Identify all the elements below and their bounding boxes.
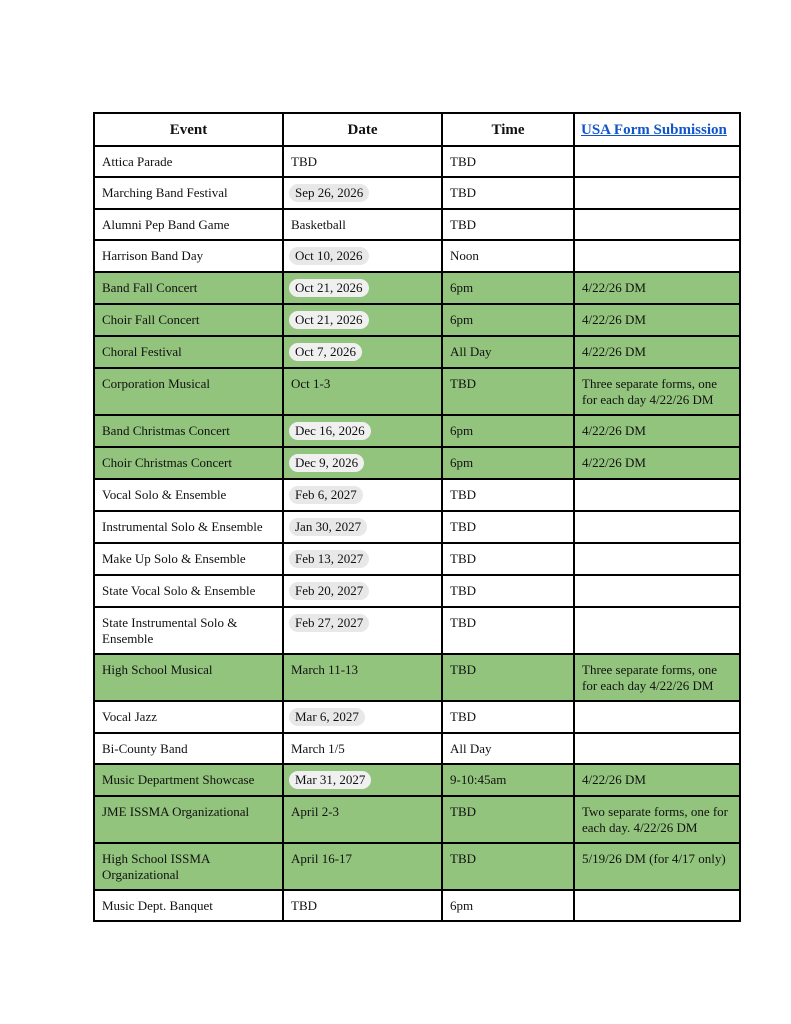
time-cell: 6pm: [442, 890, 574, 921]
document-page: [93, 112, 739, 922]
date-chip[interactable]: Feb 27, 2027: [289, 614, 369, 632]
header-date: Date: [283, 113, 442, 146]
date-chip[interactable]: Feb 13, 2027: [289, 550, 369, 568]
form-submission-cell: 4/22/26 DM: [574, 304, 740, 336]
date-cell: [283, 543, 442, 575]
table-row: [94, 796, 740, 843]
form-submission-cell: 4/22/26 DM: [574, 336, 740, 368]
event-cell: State Vocal Solo & Ensemble: [94, 575, 283, 607]
time-cell: 6pm: [442, 415, 574, 447]
event-cell: Corporation Musical: [94, 368, 283, 415]
form-submission-cell: 4/22/26 DM: [574, 272, 740, 304]
date-cell: March 1/5: [283, 733, 442, 764]
time-cell: TBD: [442, 796, 574, 843]
event-cell: Vocal Solo & Ensemble: [94, 479, 283, 511]
event-cell: Vocal Jazz: [94, 701, 283, 733]
table-row: [94, 447, 740, 479]
time-cell: TBD: [442, 843, 574, 890]
date-chip[interactable]: Oct 21, 2026: [289, 279, 369, 297]
date-chip[interactable]: Mar 6, 2027: [289, 708, 365, 726]
date-chip[interactable]: Oct 21, 2026: [289, 311, 369, 329]
date-cell: Basketball: [283, 209, 442, 240]
event-cell: Band Christmas Concert: [94, 415, 283, 447]
date-cell: [283, 511, 442, 543]
date-chip[interactable]: Oct 7, 2026: [289, 343, 362, 361]
event-cell: Choral Festival: [94, 336, 283, 368]
table-row: [94, 146, 740, 177]
table-row: [94, 607, 740, 654]
time-cell: TBD: [442, 654, 574, 701]
form-submission-cell: [574, 575, 740, 607]
date-cell: [283, 479, 442, 511]
date-cell: Oct 1-3: [283, 368, 442, 415]
form-submission-cell: [574, 607, 740, 654]
event-cell: Harrison Band Day: [94, 240, 283, 272]
table-row: [94, 764, 740, 796]
time-cell: TBD: [442, 479, 574, 511]
time-cell: 9-10:45am: [442, 764, 574, 796]
date-cell: [283, 575, 442, 607]
time-cell: TBD: [442, 575, 574, 607]
table-row: [94, 479, 740, 511]
event-cell: State Instrumental Solo & Ensemble: [94, 607, 283, 654]
event-cell: Choir Fall Concert: [94, 304, 283, 336]
event-cell: Band Fall Concert: [94, 272, 283, 304]
form-submission-cell: [574, 890, 740, 921]
table-row: [94, 733, 740, 764]
table-row: [94, 240, 740, 272]
time-cell: 6pm: [442, 447, 574, 479]
table-row: [94, 304, 740, 336]
form-submission-cell: Two separate forms, one for each day. 4/22/26 DM: [574, 796, 740, 843]
form-submission-cell: 4/22/26 DM: [574, 447, 740, 479]
event-cell: Instrumental Solo & Ensemble: [94, 511, 283, 543]
table-row: [94, 209, 740, 240]
table-row: [94, 701, 740, 733]
time-cell: 6pm: [442, 272, 574, 304]
event-cell: Music Dept. Banquet: [94, 890, 283, 921]
event-cell: Alumni Pep Band Game: [94, 209, 283, 240]
table-row: [94, 575, 740, 607]
date-cell: [283, 272, 442, 304]
event-cell: Choir Christmas Concert: [94, 447, 283, 479]
event-cell: High School Musical: [94, 654, 283, 701]
form-submission-cell: [574, 733, 740, 764]
date-cell: March 11-13: [283, 654, 442, 701]
form-submission-cell: 5/19/26 DM (for 4/17 only): [574, 843, 740, 890]
event-cell: High School ISSMA Organizational: [94, 843, 283, 890]
table-row: [94, 543, 740, 575]
form-submission-cell: [574, 511, 740, 543]
date-cell: [283, 764, 442, 796]
time-cell: TBD: [442, 511, 574, 543]
form-submission-cell: [574, 209, 740, 240]
event-cell: Marching Band Festival: [94, 177, 283, 209]
date-cell: [283, 336, 442, 368]
form-submission-cell: [574, 701, 740, 733]
date-cell: April 16-17: [283, 843, 442, 890]
date-chip[interactable]: Feb 6, 2027: [289, 486, 363, 504]
form-submission-cell: [574, 177, 740, 209]
header-time: Time: [442, 113, 574, 146]
table-row: [94, 843, 740, 890]
header-row: [94, 113, 740, 146]
date-chip[interactable]: Feb 20, 2027: [289, 582, 369, 600]
time-cell: TBD: [442, 177, 574, 209]
date-chip[interactable]: Dec 9, 2026: [289, 454, 364, 472]
form-submission-cell: [574, 543, 740, 575]
event-cell: Music Department Showcase: [94, 764, 283, 796]
form-submission-cell: [574, 240, 740, 272]
date-cell: TBD: [283, 890, 442, 921]
table-row: [94, 654, 740, 701]
time-cell: TBD: [442, 607, 574, 654]
event-cell: Make Up Solo & Ensemble: [94, 543, 283, 575]
date-cell: [283, 701, 442, 733]
form-submission-cell: [574, 479, 740, 511]
date-cell: [283, 177, 442, 209]
form-submission-cell: 4/22/26 DM: [574, 415, 740, 447]
date-cell: TBD: [283, 146, 442, 177]
form-submission-cell: [574, 146, 740, 177]
date-cell: April 2-3: [283, 796, 442, 843]
time-cell: All Day: [442, 733, 574, 764]
time-cell: TBD: [442, 543, 574, 575]
form-submission-cell: Three separate forms, one for each day 4/22/26 DM: [574, 368, 740, 415]
date-cell: [283, 240, 442, 272]
time-cell: All Day: [442, 336, 574, 368]
table-row: [94, 890, 740, 921]
form-submission-cell: 4/22/26 DM: [574, 764, 740, 796]
table-row: [94, 511, 740, 543]
header-event: Event: [94, 113, 283, 146]
time-cell: Noon: [442, 240, 574, 272]
table-row: [94, 336, 740, 368]
date-cell: [283, 607, 442, 654]
time-cell: TBD: [442, 146, 574, 177]
date-cell: [283, 415, 442, 447]
date-chip[interactable]: Jan 30, 2027: [289, 518, 367, 536]
table-row: [94, 415, 740, 447]
form-submission-cell: Three separate forms, one for each day 4/22/26 DM: [574, 654, 740, 701]
time-cell: TBD: [442, 209, 574, 240]
table-body: [94, 146, 740, 921]
date-cell: [283, 447, 442, 479]
time-cell: TBD: [442, 701, 574, 733]
table-row: [94, 272, 740, 304]
date-cell: [283, 304, 442, 336]
date-chip[interactable]: Mar 31, 2027: [289, 771, 371, 789]
header-form-submission: [574, 113, 740, 146]
time-cell: TBD: [442, 368, 574, 415]
table-row: [94, 177, 740, 209]
event-cell: Attica Parade: [94, 146, 283, 177]
events-table: [93, 112, 741, 922]
event-cell: JME ISSMA Organizational: [94, 796, 283, 843]
table-row: [94, 368, 740, 415]
date-chip[interactable]: Dec 16, 2026: [289, 422, 371, 440]
usa-form-submission-link[interactable]: USA Form Submission: [581, 122, 727, 138]
date-chip[interactable]: Sep 26, 2026: [289, 184, 369, 202]
date-chip[interactable]: Oct 10, 2026: [289, 247, 369, 265]
time-cell: 6pm: [442, 304, 574, 336]
event-cell: Bi-County Band: [94, 733, 283, 764]
